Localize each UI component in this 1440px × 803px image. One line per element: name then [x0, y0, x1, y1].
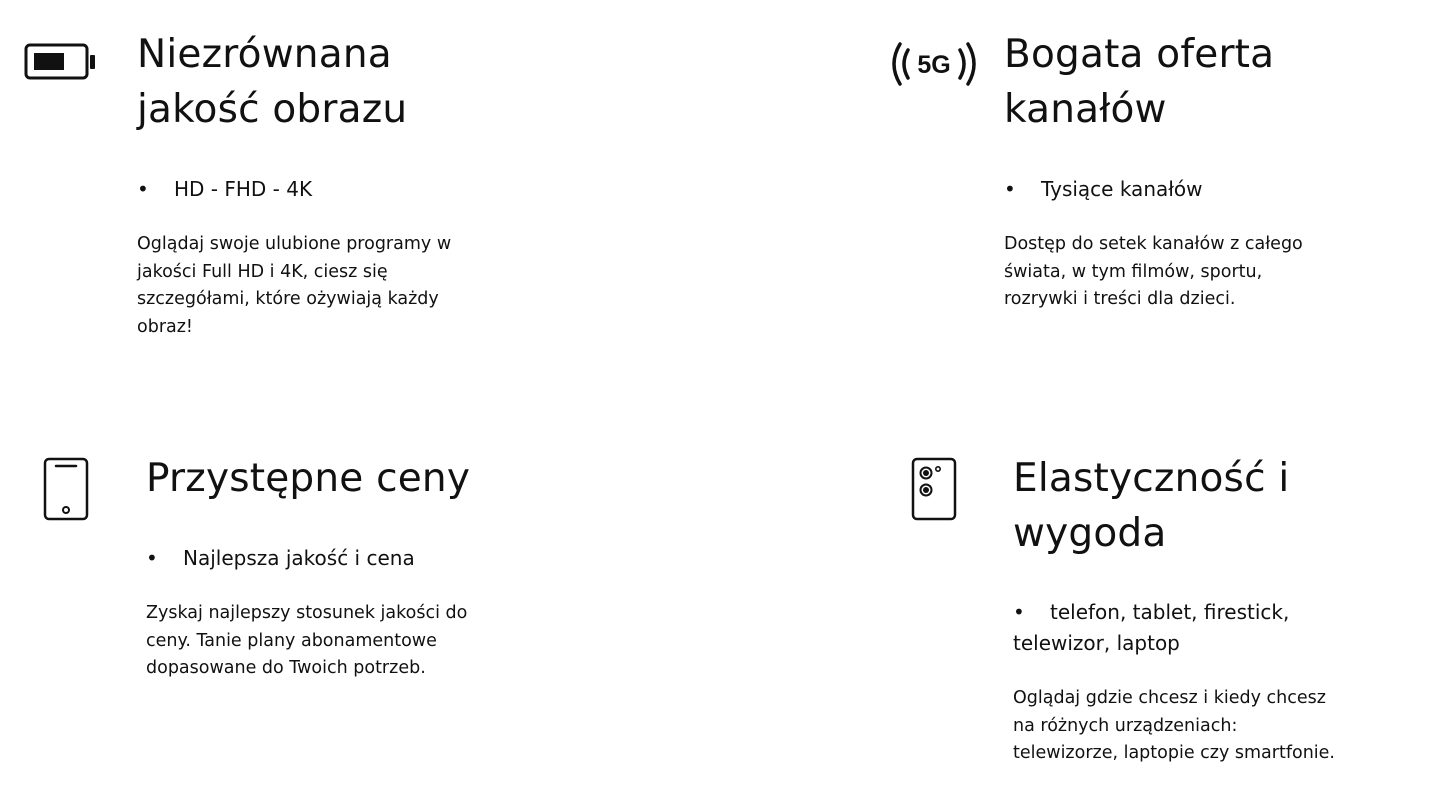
feature-bullet [1013, 597, 1333, 659]
title-line-2: wygoda [1013, 511, 1167, 556]
feature-bullet [146, 543, 415, 574]
feature-description: Zyskaj najlepszy stosunek jakości do ceny. Tanie plany abonamentowe dopasowane do Twoich potrzeb. [146, 603, 468, 678]
feature-content [137, 27, 497, 337]
feature-title [137, 27, 497, 137]
feature-bullet [137, 174, 312, 205]
title-line-1: Elastyczność i [1013, 456, 1290, 501]
feature-bullet [1004, 174, 1203, 205]
feature-content [146, 451, 506, 678]
phone-camera-icon [910, 457, 958, 521]
title-line-1: Przystępne ceny [146, 456, 471, 501]
bullet-text: HD - FHD - 4K [174, 177, 313, 201]
smartphone-icon [42, 457, 90, 521]
feature-title [146, 451, 506, 506]
feature-description: Oglądaj gdzie chcesz i kiedy chcesz na różnych urządzeniach: telewizorze, laptopie czy smartfonie. [1013, 688, 1335, 763]
5g-label: 5G [917, 51, 951, 79]
bullet-dot: • [1013, 600, 1025, 624]
5g-signal-icon [886, 40, 982, 88]
feature-title [1004, 27, 1364, 137]
bullet-text: telefon, tablet, firestick, telewizor, laptop [1013, 600, 1290, 655]
feature-content [1013, 451, 1343, 763]
title-line-2: kanałów [1004, 87, 1167, 132]
bullet-text: Tysiące kanałów [1041, 177, 1203, 201]
feature-description: Dostęp do setek kanałów z całego świata, w tym filmów, sportu, rozrywki i treści dla dzieci. [1004, 234, 1303, 309]
title-line-1: Bogata oferta [1004, 32, 1275, 77]
bullet-dot: • [146, 546, 158, 570]
bullet-dot: • [137, 177, 149, 201]
title-line-2: jakość obrazu [137, 87, 408, 132]
feature-title [1013, 451, 1343, 561]
feature-content [1004, 27, 1364, 309]
bullet-text: Najlepsza jakość i cena [183, 546, 415, 570]
title-line-1: Niezrównana [137, 32, 392, 77]
bullet-dot: • [1004, 177, 1016, 201]
feature-description: Oglądaj swoje ulubione programy w jakości Full HD i 4K, ciesz się szczegółami, które ożywiają każdy obraz! [137, 234, 452, 337]
battery-icon [24, 42, 98, 82]
